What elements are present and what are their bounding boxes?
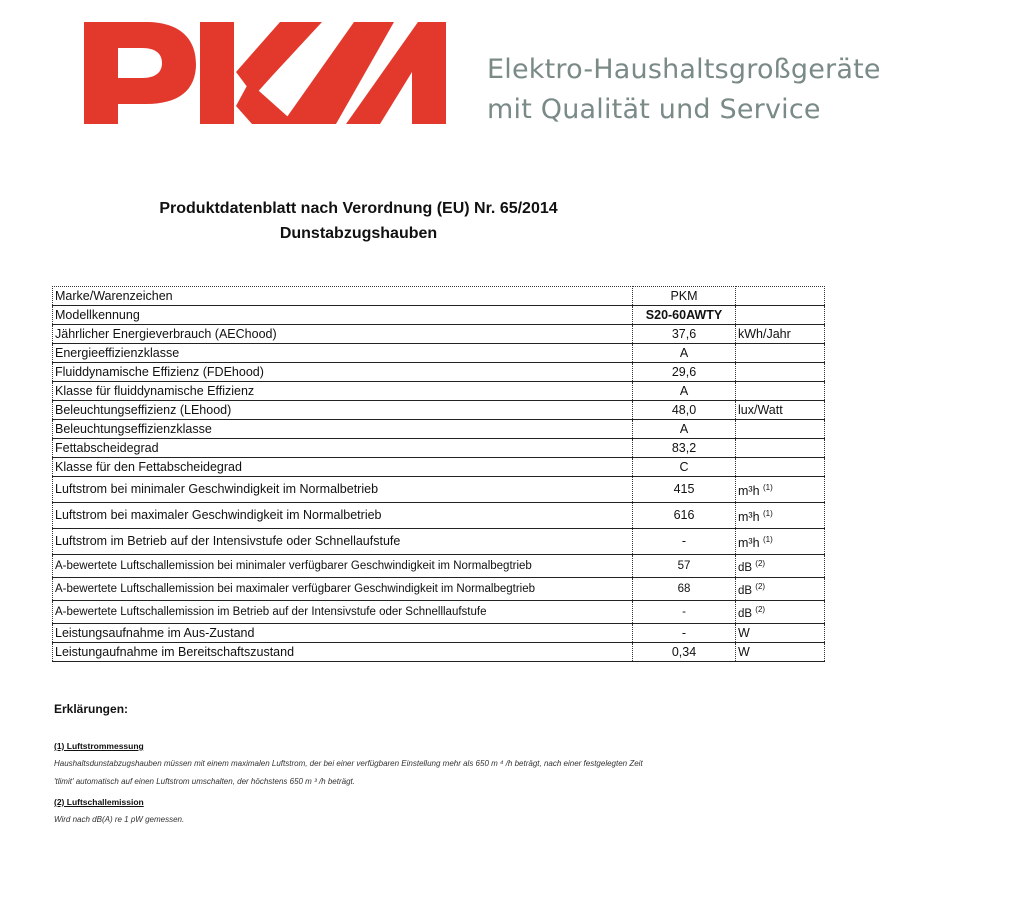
- table-row: [53, 287, 825, 306]
- row-unit-cell: [736, 344, 825, 363]
- row-label: Beleuchtungseffizienz (LEhood): [53, 401, 633, 420]
- row-unit: m³h: [738, 536, 760, 550]
- row-value: 0,34: [633, 643, 736, 662]
- row-unit-cell: [736, 624, 825, 643]
- row-label: Klasse für fluiddynamische Effizienz: [53, 382, 633, 401]
- row-label: A-bewertete Luftschallemission im Betrieb auf der Intensivstufe oder Schnelllaufstufe: [53, 601, 633, 624]
- row-value: A: [633, 382, 736, 401]
- document-title: Produktdatenblatt nach Verordnung (EU) Nr. 65/2014: [159, 200, 558, 217]
- row-unit: lux/Watt: [738, 403, 783, 417]
- row-value: 616: [633, 503, 736, 529]
- row-unit: dB: [738, 608, 753, 620]
- row-unit-cell: [736, 420, 825, 439]
- table-row: [53, 363, 825, 382]
- row-unit-cell: [736, 382, 825, 401]
- table-row: [53, 458, 825, 477]
- row-value: PKM: [633, 287, 736, 306]
- row-label: Leistungaufnahme im Bereitschaftszustand: [53, 643, 633, 662]
- row-unit-cell: [736, 601, 825, 624]
- row-value: 415: [633, 477, 736, 503]
- row-unit: dB: [738, 562, 753, 574]
- row-label: Beleuchtungseffizienzklasse: [53, 420, 633, 439]
- table-row: [53, 529, 825, 555]
- row-unit-cell: [736, 643, 825, 662]
- row-value: A: [633, 344, 736, 363]
- table-row: [53, 325, 825, 344]
- explanations-heading: Erklärungen:: [54, 702, 129, 716]
- row-unit-cell: [736, 555, 825, 578]
- row-label: Modellkennung: [53, 306, 633, 325]
- table-row: [53, 503, 825, 529]
- table-row: [53, 306, 825, 325]
- row-unit: dB: [738, 585, 753, 597]
- row-unit-cell: [736, 363, 825, 382]
- row-unit-cell: [736, 578, 825, 601]
- row-label: Marke/Warenzeichen: [53, 287, 633, 306]
- row-unit-cell: [736, 401, 825, 420]
- row-unit: W: [738, 626, 750, 640]
- row-unit-cell: [736, 287, 825, 306]
- row-label: Jährlicher Energieverbrauch (AEChood): [53, 325, 633, 344]
- row-label: Klasse für den Fettabscheidegrad: [53, 458, 633, 477]
- row-value: -: [633, 624, 736, 643]
- table-row: [53, 578, 825, 601]
- row-footnote-ref: (2): [755, 559, 766, 568]
- row-unit: W: [738, 645, 750, 659]
- table-row: [53, 344, 825, 363]
- row-footnote-ref: (1): [763, 483, 773, 492]
- row-value: -: [633, 529, 736, 555]
- row-unit-cell: [736, 503, 825, 529]
- table-row: [53, 624, 825, 643]
- table-row: [53, 401, 825, 420]
- row-value: S20-60AWTY: [633, 306, 736, 325]
- row-label: Fluiddynamische Effizienz (FDEhood): [53, 363, 633, 382]
- row-label: Leistungsaufnahme im Aus-Zustand: [53, 624, 633, 643]
- table-row: [53, 420, 825, 439]
- tagline-line2: mit Qualität und Service: [487, 94, 821, 125]
- logo-letter-p: [84, 22, 196, 124]
- table-row: [53, 477, 825, 503]
- row-value: -: [633, 601, 736, 624]
- row-unit-cell: [736, 325, 825, 344]
- row-unit: m³h: [738, 510, 760, 524]
- row-unit-cell: [736, 439, 825, 458]
- footnote1-line2: 'tlimit' automatisch auf einen Luftstrom umschalten, der höchstens 650 m ³ /h beträgt.: [54, 777, 355, 786]
- table-row: [53, 439, 825, 458]
- row-label: Luftstrom bei minimaler Geschwindigkeit im Normalbetrieb: [53, 477, 633, 503]
- row-unit-cell: [736, 477, 825, 503]
- row-value: 48,0: [633, 401, 736, 420]
- row-footnote-ref: (2): [755, 605, 766, 614]
- row-label: A-bewertete Luftschallemission bei maximaler verfügbarer Geschwindigkeit im Normalbegtrieb: [53, 578, 633, 601]
- table-row: [53, 382, 825, 401]
- pkm-logo: [84, 20, 446, 126]
- row-unit-cell: [736, 458, 825, 477]
- row-value: C: [633, 458, 736, 477]
- table-row: [53, 601, 825, 624]
- row-footnote-ref: (1): [763, 535, 773, 544]
- row-value: 37,6: [633, 325, 736, 344]
- row-value: 57: [633, 555, 736, 578]
- row-label: Fettabscheidegrad: [53, 439, 633, 458]
- document-subtitle: Dunstabzugshauben: [279, 225, 438, 242]
- row-unit: m³h: [738, 484, 760, 498]
- row-value: 29,6: [633, 363, 736, 382]
- footnote1-title: (1) Luftstrommessung: [54, 741, 144, 751]
- row-label: Energieeffizienzklasse: [53, 344, 633, 363]
- footnote2-line1: Wird nach dB(A) re 1 pW gemessen.: [54, 815, 185, 824]
- row-value: 68: [633, 578, 736, 601]
- footnote2-title: (2) Luftschallemission: [54, 797, 144, 807]
- row-unit: kWh/Jahr: [738, 327, 791, 341]
- footnote1-line1: Haushaltsdunstabzugshauben müssen mit einem maximalen Luftstrom, der bei einer verfügbaren Einstellung mehr als 650 m ⁴ /h beträgt, nach einer festgelegten Zeit: [54, 759, 643, 768]
- row-unit-cell: [736, 306, 825, 325]
- row-label: Luftstrom im Betrieb auf der Intensivstufe oder Schnellaufstufe: [53, 529, 633, 555]
- row-value: 83,2: [633, 439, 736, 458]
- tagline-line1: Elektro-Haushaltsgroßgeräte: [487, 54, 881, 85]
- row-label: Luftstrom bei maximaler Geschwindigkeit im Normalbetrieb: [53, 503, 633, 529]
- row-footnote-ref: (1): [763, 509, 773, 518]
- table-row: [53, 643, 825, 662]
- row-unit-cell: [736, 529, 825, 555]
- product-data-table: [52, 286, 825, 662]
- row-footnote-ref: (2): [755, 582, 766, 591]
- row-label: A-bewertete Luftschallemission bei minimaler verfügbarer Geschwindigkeit im Normalbegtrieb: [53, 555, 633, 578]
- row-value: A: [633, 420, 736, 439]
- table-row: [53, 555, 825, 578]
